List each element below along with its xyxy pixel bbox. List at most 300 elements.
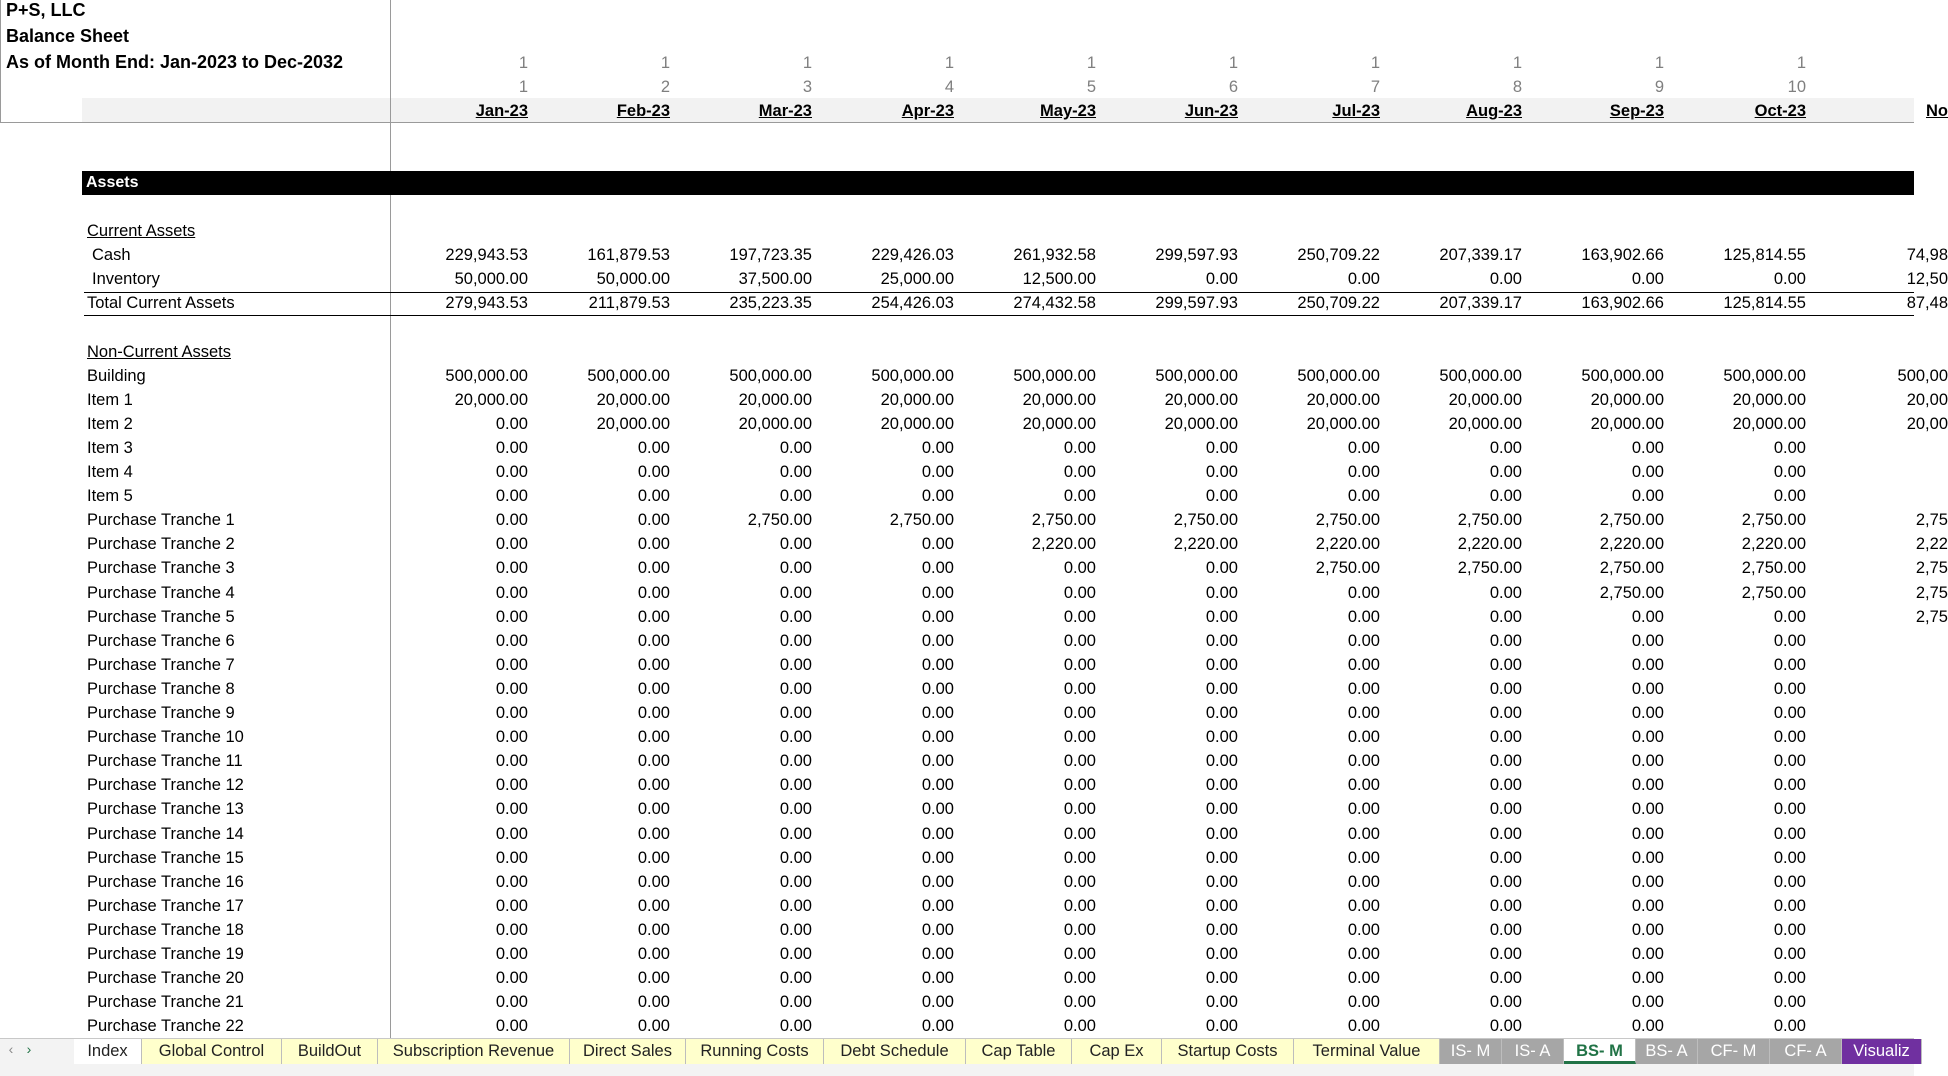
- sheet-tab-bs-a[interactable]: BS- A: [1636, 1039, 1698, 1064]
- row-value: 2,220.00: [1315, 535, 1380, 554]
- row-value: 0.00: [1205, 583, 1238, 602]
- row-value: 0.00: [1205, 728, 1238, 747]
- year-index: 1: [1796, 54, 1806, 72]
- row-value: 0.00: [1631, 800, 1664, 819]
- row-value: 0.00: [1347, 728, 1380, 747]
- row-value: 0.00: [1347, 752, 1380, 771]
- row-value: 0.00: [495, 655, 528, 674]
- row-value: 0.00: [495, 1017, 528, 1036]
- sheet-tab-terminal-value[interactable]: Terminal Value: [1294, 1039, 1440, 1064]
- row-value: 0.00: [779, 463, 812, 481]
- row-value: 0.00: [921, 535, 954, 554]
- row-value: 0.00: [779, 559, 812, 578]
- row-value: 0.00: [779, 752, 812, 771]
- row-value: 20,000.00: [1164, 390, 1238, 409]
- year-index: 1: [1370, 54, 1380, 72]
- row-value: 0.00: [921, 463, 954, 481]
- row-value: 0.00: [1205, 800, 1238, 819]
- row-value: 0.00: [1205, 438, 1238, 457]
- row-value: 0.00: [1063, 463, 1096, 481]
- row-value: 0.00: [495, 414, 528, 433]
- row-value: 0.00: [1205, 848, 1238, 867]
- row-value: 500,000.00: [1581, 366, 1664, 385]
- sheet-tab-cf-m[interactable]: CF- M: [1698, 1039, 1770, 1064]
- month-header: May-23: [1040, 102, 1096, 120]
- row-value: 2,750.00: [1457, 559, 1522, 578]
- row-value: 0.00: [1489, 583, 1522, 602]
- row-value: 0.00: [1489, 704, 1522, 722]
- row-value: 0.00: [1347, 704, 1380, 722]
- row-value: 0.00: [495, 607, 528, 626]
- row-value: 0.00: [1773, 728, 1806, 747]
- row-value: 20,00: [1906, 414, 1948, 433]
- row-value: 0.00: [1347, 270, 1380, 289]
- row-value: 0.00: [779, 993, 812, 1012]
- row-value: 0.00: [779, 535, 812, 554]
- row-value: 12,50: [1906, 270, 1948, 289]
- row-value: 0.00: [1489, 1017, 1522, 1036]
- row-value: 0.00: [1773, 704, 1806, 722]
- row-value: 0.00: [637, 993, 670, 1012]
- row-label: Purchase Tranche 17: [87, 896, 244, 915]
- row-value: 0.00: [1063, 704, 1096, 722]
- row-value: 0.00: [779, 800, 812, 819]
- sheet-tab-is-a[interactable]: IS- A: [1502, 1039, 1564, 1064]
- row-value: 0.00: [1063, 800, 1096, 819]
- row-value: 0.00: [779, 704, 812, 722]
- row-label: Purchase Tranche 19: [87, 945, 244, 963]
- row-value: 20,000.00: [1448, 414, 1522, 433]
- row-value: 0.00: [1489, 631, 1522, 650]
- sheet-tab-cap-table[interactable]: Cap Table: [966, 1039, 1072, 1064]
- row-value: 0.00: [495, 583, 528, 602]
- row-value: 500,000.00: [587, 366, 670, 385]
- row-value: 0.00: [1063, 728, 1096, 747]
- row-value: 0.00: [495, 776, 528, 795]
- row-label: Purchase Tranche 1: [87, 511, 235, 530]
- assets-section-label: Assets: [86, 174, 139, 191]
- row-value: 0.00: [1205, 776, 1238, 795]
- row-value: 0.00: [1063, 679, 1096, 698]
- row-value: 500,000.00: [729, 366, 812, 385]
- row-value: 0.00: [779, 679, 812, 698]
- row-value: 163,902.66: [1581, 294, 1664, 313]
- row-value: 0.00: [1773, 631, 1806, 650]
- row-value: 20,000.00: [1022, 390, 1096, 409]
- row-value: 0.00: [495, 848, 528, 867]
- row-value: 0.00: [779, 945, 812, 963]
- row-value: 0.00: [1063, 583, 1096, 602]
- row-value: 0.00: [1489, 993, 1522, 1012]
- row-value: 0.00: [1063, 559, 1096, 578]
- row-label: Item 4: [87, 463, 133, 481]
- row-value: 0.00: [495, 993, 528, 1012]
- row-value: 0.00: [495, 535, 528, 554]
- sheet-tab-subscription-revenue[interactable]: Subscription Revenue: [378, 1039, 570, 1064]
- row-label: Item 2: [87, 414, 133, 433]
- row-value: 20,000.00: [1590, 390, 1664, 409]
- row-value: 0.00: [1631, 270, 1664, 289]
- row-value: 20,000.00: [738, 414, 812, 433]
- row-value: 0.00: [1205, 607, 1238, 626]
- row-value: 0.00: [1631, 920, 1664, 939]
- sheet-tab-index[interactable]: Index: [74, 1039, 142, 1064]
- row-value: 0.00: [779, 438, 812, 457]
- row-value: 0.00: [1773, 824, 1806, 843]
- row-value: 235,223.35: [729, 294, 812, 313]
- sheet-tab-debt-schedule[interactable]: Debt Schedule: [824, 1039, 966, 1064]
- row-value: 37,500.00: [738, 270, 812, 289]
- row-value: 0.00: [1347, 679, 1380, 698]
- month-index: 2: [660, 78, 670, 96]
- row-value: 0.00: [779, 920, 812, 939]
- row-value: 0.00: [1773, 993, 1806, 1012]
- row-value: 2,220.00: [1457, 535, 1522, 554]
- row-label: Cash: [92, 246, 131, 265]
- row-value: 0.00: [1205, 920, 1238, 939]
- row-value: 0.00: [1489, 487, 1522, 506]
- row-value: 0.00: [1631, 679, 1664, 698]
- row-value: 0.00: [1347, 463, 1380, 481]
- row-value: 0.00: [1773, 920, 1806, 939]
- row-value: 500,000.00: [1723, 366, 1806, 385]
- row-value: 0.00: [495, 800, 528, 819]
- month-header: Oct-23: [1754, 102, 1806, 120]
- year-index: 1: [518, 54, 528, 72]
- row-value: 0.00: [1489, 438, 1522, 457]
- row-value: 0.00: [495, 945, 528, 963]
- row-value: 0.00: [921, 631, 954, 650]
- row-value: 20,000.00: [880, 414, 954, 433]
- row-value: 0.00: [1063, 607, 1096, 626]
- sheet-tab-buildout[interactable]: BuildOut: [282, 1039, 378, 1064]
- row-value: 20,00: [1906, 390, 1948, 409]
- row-value: 0.00: [1205, 559, 1238, 578]
- row-value: 0.00: [779, 776, 812, 795]
- row-value: 20,000.00: [1732, 414, 1806, 433]
- row-value: 0.00: [1205, 487, 1238, 506]
- row-label: Purchase Tranche 22: [87, 1017, 244, 1036]
- row-value: 0.00: [921, 583, 954, 602]
- month-header: Aug-23: [1466, 102, 1522, 120]
- row-value: 0.00: [1773, 896, 1806, 915]
- row-value: 0.00: [1205, 896, 1238, 915]
- month-index: 9: [1654, 78, 1664, 96]
- row-value: 163,902.66: [1581, 246, 1664, 265]
- row-value: 0.00: [779, 583, 812, 602]
- row-value: 0.00: [1347, 993, 1380, 1012]
- row-value: 0.00: [1063, 824, 1096, 843]
- month-header: Feb-23: [616, 102, 670, 120]
- sheet-tab-visualiz[interactable]: Visualiz: [1842, 1039, 1922, 1064]
- row-value: 0.00: [1773, 752, 1806, 771]
- row-value: 20,000.00: [1306, 414, 1380, 433]
- row-value: 0.00: [637, 511, 670, 530]
- row-value: 0.00: [495, 463, 528, 481]
- row-value: 0.00: [1063, 969, 1096, 988]
- row-value: 0.00: [1205, 993, 1238, 1012]
- sheet-tab-global-control[interactable]: Global Control: [142, 1039, 282, 1064]
- row-value: 0.00: [637, 463, 670, 481]
- row-value: 0.00: [1063, 487, 1096, 506]
- row-value: 2,75: [1915, 583, 1948, 602]
- row-value: 2,750.00: [1741, 583, 1806, 602]
- row-label: Purchase Tranche 14: [87, 824, 244, 843]
- row-label: Purchase Tranche 5: [87, 607, 235, 626]
- row-value: 229,943.53: [445, 246, 528, 265]
- row-value: 0.00: [637, 559, 670, 578]
- row-value: 0.00: [1347, 872, 1380, 891]
- row-value: 20,000.00: [1022, 414, 1096, 433]
- row-value: 0.00: [495, 438, 528, 457]
- row-value: 0.00: [921, 752, 954, 771]
- row-value: 0.00: [1063, 920, 1096, 939]
- row-value: 0.00: [1063, 872, 1096, 891]
- row-value: 0.00: [1063, 945, 1096, 963]
- row-value: 161,879.53: [587, 246, 670, 265]
- row-value: 0.00: [495, 487, 528, 506]
- month-index: 1: [518, 78, 528, 96]
- row-label: Purchase Tranche 16: [87, 872, 244, 891]
- row-label: Purchase Tranche 9: [87, 704, 235, 722]
- row-value: 0.00: [1773, 463, 1806, 481]
- row-value: 0.00: [1631, 607, 1664, 626]
- row-value: 0.00: [1631, 945, 1664, 963]
- row-value: 0.00: [495, 824, 528, 843]
- row-value: 0.00: [1205, 1017, 1238, 1036]
- month-index: 3: [802, 78, 812, 96]
- row-value: 0.00: [921, 679, 954, 698]
- row-value: 2,750.00: [1457, 511, 1522, 530]
- row-value: 0.00: [1489, 463, 1522, 481]
- row-value: 0.00: [921, 896, 954, 915]
- row-value: 0.00: [495, 872, 528, 891]
- row-label: Purchase Tranche 4: [87, 583, 235, 602]
- row-value: 2,750.00: [1315, 559, 1380, 578]
- row-value: 0.00: [921, 800, 954, 819]
- row-label: Purchase Tranche 8: [87, 679, 235, 698]
- sheet-tab-cap-ex[interactable]: Cap Ex: [1072, 1039, 1162, 1064]
- month-header: Sep-23: [1609, 102, 1664, 120]
- row-value: 0.00: [1347, 655, 1380, 674]
- row-value: 299,597.93: [1155, 294, 1238, 313]
- row-value: 0.00: [1631, 631, 1664, 650]
- row-value: 0.00: [637, 728, 670, 747]
- year-index: 1: [1512, 54, 1522, 72]
- row-value: 0.00: [1631, 1017, 1664, 1036]
- row-value: 0.00: [1347, 1017, 1380, 1036]
- row-value: 2,75: [1915, 559, 1948, 578]
- row-value: 229,426.03: [871, 246, 954, 265]
- row-value: 0.00: [1347, 487, 1380, 506]
- row-label: Purchase Tranche 15: [87, 848, 244, 867]
- frozen-pane-divider: [390, 0, 391, 1038]
- row-label: Purchase Tranche 10: [87, 728, 244, 747]
- row-value: 0.00: [637, 800, 670, 819]
- row-value: 0.00: [779, 487, 812, 506]
- sheet-tab-is-m[interactable]: IS- M: [1440, 1039, 1502, 1064]
- row-value: 0.00: [1347, 607, 1380, 626]
- row-value: 0.00: [1631, 824, 1664, 843]
- row-label: Purchase Tranche 18: [87, 920, 244, 939]
- row-value: 0.00: [637, 438, 670, 457]
- row-label: Purchase Tranche 21: [87, 993, 244, 1012]
- row-label: Item 3: [87, 438, 133, 457]
- row-value: 0.00: [637, 1017, 670, 1036]
- left-edge: [0, 0, 1, 122]
- row-value: 0.00: [637, 655, 670, 674]
- row-value: 211,879.53: [588, 294, 670, 313]
- month-header: Jun-23: [1184, 102, 1238, 120]
- row-value: 0.00: [637, 704, 670, 722]
- row-value: 0.00: [637, 824, 670, 843]
- year-index: 1: [1654, 54, 1664, 72]
- row-value: 0.00: [1205, 752, 1238, 771]
- row-value: 0.00: [921, 993, 954, 1012]
- row-value: 500,000.00: [871, 366, 954, 385]
- row-value: 0.00: [637, 920, 670, 939]
- row-value: 0.00: [1063, 752, 1096, 771]
- row-label: Total Current Assets: [87, 294, 235, 313]
- row-value: 0.00: [637, 896, 670, 915]
- row-value: 20,000.00: [454, 390, 528, 409]
- row-value: 0.00: [1631, 993, 1664, 1012]
- month-index: 7: [1370, 78, 1380, 96]
- row-value: 0.00: [1631, 487, 1664, 506]
- row-value: 20,000.00: [1590, 414, 1664, 433]
- row-value: 250,709.22: [1297, 294, 1380, 313]
- row-value: 197,723.35: [729, 246, 812, 265]
- row-label: Inventory: [92, 270, 160, 289]
- sheet-tab-running-costs[interactable]: Running Costs: [686, 1039, 824, 1064]
- row-value: 0.00: [1063, 993, 1096, 1012]
- row-value: 0.00: [1631, 728, 1664, 747]
- row-value: 0.00: [637, 872, 670, 891]
- row-value: 2,220.00: [1031, 535, 1096, 554]
- row-value: 0.00: [1773, 945, 1806, 963]
- row-value: 0.00: [1489, 728, 1522, 747]
- row-value: 0.00: [1773, 438, 1806, 457]
- year-index: 1: [1086, 54, 1096, 72]
- row-value: 0.00: [921, 920, 954, 939]
- row-value: 0.00: [1773, 607, 1806, 626]
- row-value: 207,339.17: [1439, 294, 1522, 313]
- row-value: 0.00: [1063, 1017, 1096, 1036]
- row-value: 2,750.00: [1741, 559, 1806, 578]
- row-value: 0.00: [1773, 800, 1806, 819]
- company-name: P+S, LLC: [6, 0, 86, 20]
- row-value: 0.00: [779, 872, 812, 891]
- row-label: Purchase Tranche 13: [87, 800, 244, 819]
- total-border: [84, 292, 1914, 293]
- row-value: 2,750.00: [1031, 511, 1096, 530]
- row-value: 50,000.00: [596, 270, 670, 289]
- row-value: 0.00: [1489, 945, 1522, 963]
- row-label: Purchase Tranche 6: [87, 631, 235, 650]
- row-value: 2,750.00: [1315, 511, 1380, 530]
- row-value: 0.00: [1205, 463, 1238, 481]
- row-value: 0.00: [1347, 631, 1380, 650]
- row-value: 500,000.00: [1297, 366, 1380, 385]
- row-value: 20,000.00: [738, 390, 812, 409]
- row-value: 261,932.58: [1013, 246, 1096, 265]
- row-value: 0.00: [1631, 704, 1664, 722]
- row-value: 0.00: [779, 824, 812, 843]
- row-value: 0.00: [637, 752, 670, 771]
- row-value: 0.00: [1489, 872, 1522, 891]
- row-value: 0.00: [779, 631, 812, 650]
- row-value: 0.00: [1773, 655, 1806, 674]
- sheet-tab-direct-sales[interactable]: Direct Sales: [570, 1039, 686, 1064]
- row-value: 0.00: [1347, 969, 1380, 988]
- row-value: 0.00: [779, 655, 812, 674]
- row-value: 0.00: [1347, 438, 1380, 457]
- year-index: 1: [944, 54, 954, 72]
- row-value: 0.00: [921, 872, 954, 891]
- prev-sheet-icon[interactable]: ‹: [8, 1041, 14, 1057]
- row-value: 2,220.00: [1599, 535, 1664, 554]
- row-value: 500,000.00: [1439, 366, 1522, 385]
- row-value: 0.00: [1489, 655, 1522, 674]
- row-value: 0.00: [495, 704, 528, 722]
- year-index: 1: [802, 54, 812, 72]
- row-value: 0.00: [779, 607, 812, 626]
- row-value: 2,750.00: [1173, 511, 1238, 530]
- assets-section-bar: [82, 171, 1914, 195]
- period-label: As of Month End: Jan-2023 to Dec-2032: [6, 52, 344, 72]
- row-value: 0.00: [1631, 872, 1664, 891]
- row-value: 0.00: [1205, 704, 1238, 722]
- sheet-title: Balance Sheet: [6, 26, 130, 46]
- row-value: 0.00: [637, 945, 670, 963]
- row-value: 0.00: [921, 487, 954, 506]
- sheet-tab-bs-m[interactable]: BS- M: [1564, 1039, 1636, 1064]
- row-label: Item 5: [87, 487, 133, 506]
- sheet-tab-cf-a[interactable]: CF- A: [1770, 1039, 1842, 1064]
- row-value: 0.00: [495, 631, 528, 650]
- row-value: 0.00: [921, 776, 954, 795]
- row-value: 0.00: [1489, 679, 1522, 698]
- row-value: 0.00: [637, 848, 670, 867]
- row-value: 0.00: [1205, 270, 1238, 289]
- row-value: 0.00: [637, 679, 670, 698]
- month-header: Apr-23: [901, 102, 954, 120]
- row-value: 0.00: [495, 920, 528, 939]
- month-index: 4: [944, 78, 954, 96]
- next-sheet-icon[interactable]: ›: [26, 1041, 32, 1057]
- row-value: 0.00: [1063, 631, 1096, 650]
- row-value: 125,814.55: [1723, 246, 1806, 265]
- year-index: 1: [660, 54, 670, 72]
- row-value: 0.00: [1063, 438, 1096, 457]
- year-index: 1: [1228, 54, 1238, 72]
- row-value: 250,709.22: [1297, 246, 1380, 265]
- row-value: 0.00: [779, 896, 812, 915]
- row-value: 0.00: [1773, 1017, 1806, 1036]
- row-value: 0.00: [921, 438, 954, 457]
- row-value: 0.00: [1347, 945, 1380, 963]
- row-value: 0.00: [495, 511, 528, 530]
- row-value: 2,75: [1915, 511, 1948, 530]
- row-value: 87,48: [1906, 294, 1948, 313]
- row-label: Purchase Tranche 2: [87, 535, 235, 554]
- row-value: 74,98: [1906, 246, 1948, 265]
- row-value: 0.00: [1347, 776, 1380, 795]
- row-value: 500,000.00: [1155, 366, 1238, 385]
- sheet-tab-startup-costs[interactable]: Startup Costs: [1162, 1039, 1294, 1064]
- row-value: 0.00: [637, 776, 670, 795]
- row-value: 0.00: [1489, 824, 1522, 843]
